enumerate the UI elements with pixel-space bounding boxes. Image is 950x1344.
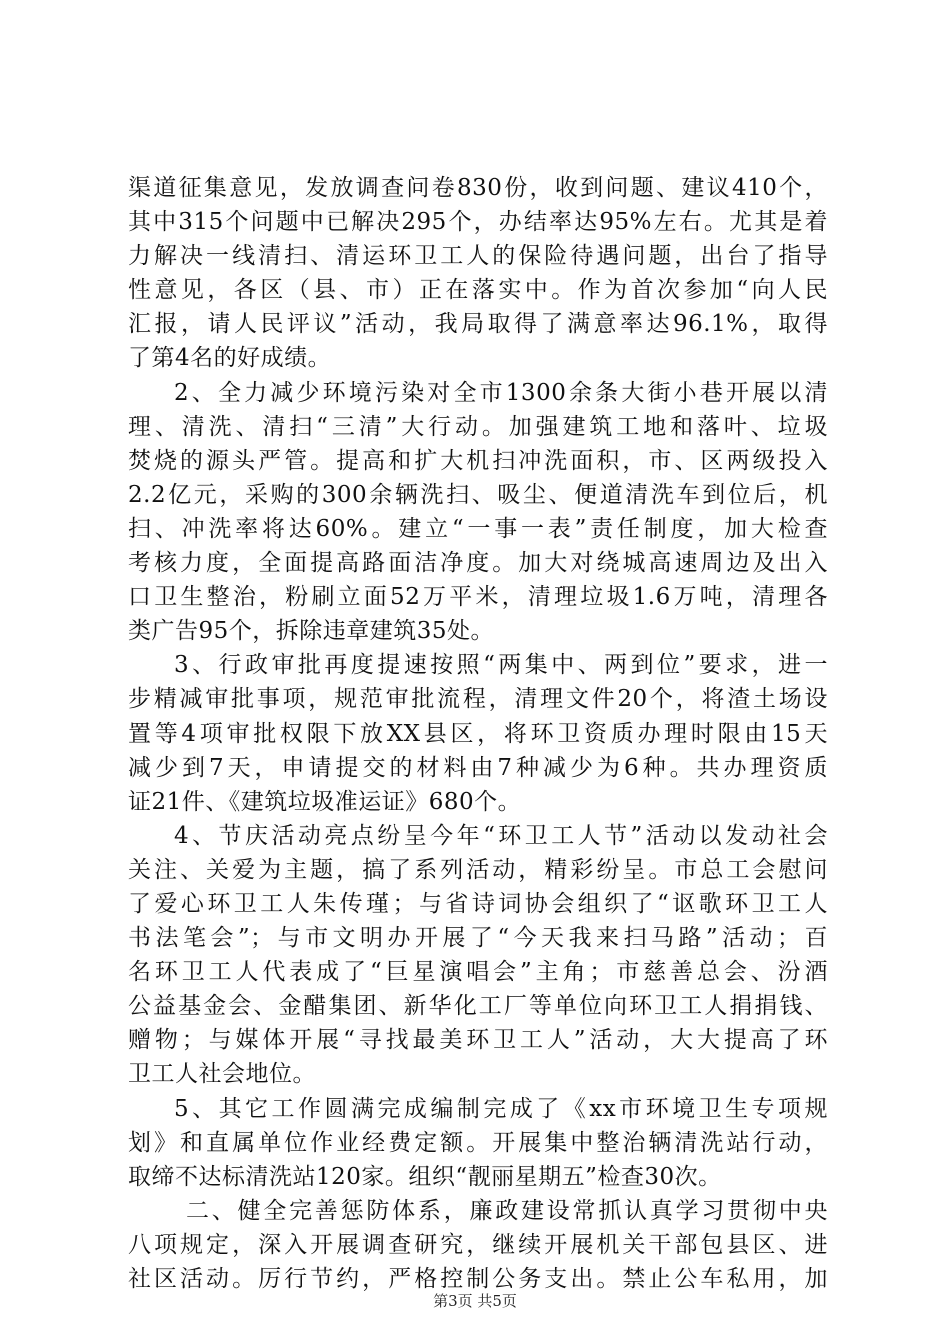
- body-text: [128, 171, 828, 1296]
- text-line: 理、清洗、清扫“三清”大行动。加强建筑工地和落叶、垃圾: [128, 413, 828, 440]
- text-line: 其中315个问题中已解决295个，办结率达95%左右。尤其是着: [128, 209, 828, 236]
- paragraph-start-line: 5、其它工作圆满完成编制完成了《xx市环境卫生专项规: [174, 1095, 828, 1122]
- text-line: 类广告95个，拆除违章建筑35处。: [128, 618, 495, 645]
- text-line: 卫工人社会地位。: [128, 1061, 316, 1088]
- text-line: 置等4项审批权限下放XX县区，将环卫资质办理时限由15天: [128, 720, 828, 747]
- text-line: 扫、冲洗率将达60%。建立“一事一表”责任制度，加大检查: [128, 515, 828, 542]
- text-line: 赠物；与媒体开展“寻找最美环卫工人”活动，大大提高了环: [128, 1027, 828, 1054]
- text-line: 公益基金会、金醋集团、新华化工厂等单位向环卫工人捐捐钱、: [128, 993, 828, 1020]
- text-line: 了爱心环卫工人朱传瑾；与省诗词协会组织了“讴歌环卫工人: [128, 890, 828, 917]
- paragraph-start-line: 二、健全完善惩防体系，廉政建设常抓认真学习贯彻中央: [186, 1197, 828, 1224]
- text-line: 证21件、《建筑垃圾准运证》680个。: [128, 788, 522, 815]
- paragraph-start-line: 2、全力减少环境污染对全市1300余条大街小巷开展以清: [174, 379, 828, 406]
- page-number-footer: 第3页 共5页: [433, 1292, 517, 1310]
- text-line: 名环卫工人代表成了“巨星演唱会”主角；市慈善总会、汾酒: [128, 959, 828, 986]
- text-line: 步精减审批事项，规范审批流程，清理文件20个，将渣土场设: [128, 686, 828, 713]
- text-line: 减少到7天，申请提交的材料由7种减少为6种。共办理资质: [128, 754, 828, 781]
- text-line: 了第4名的好成绩。: [128, 345, 332, 372]
- text-line: 考核力度，全面提高路面洁净度。加大对绕城高速周边及出入: [128, 550, 828, 577]
- text-line: 2.2亿元，采购的300余辆洗扫、吸尘、便道清洗车到位后，机: [128, 481, 828, 508]
- text-line: 划》和直属单位作业经费定额。开展集中整治辆清洗站行动，: [128, 1129, 828, 1156]
- text-line: 社区活动。厉行节约，严格控制公务支出。禁止公车私用，加: [128, 1266, 828, 1292]
- paragraph-start-line: 3、行政审批再度提速按照“两集中、两到位”要求，进一: [174, 652, 828, 679]
- text-line: 性意见，各区（县、市）正在落实中。作为首次参加“向人民: [128, 277, 828, 304]
- text-line: 取缔不达标清洗站120家。组织“靓丽星期五”检查30次。: [128, 1163, 722, 1190]
- text-line: 关注、关爱为主题，搞了系列活动，精彩纷呈。市总工会慰问: [128, 856, 828, 883]
- text-line: 渠道征集意见，发放调查问卷830份，收到问题、建议410个，: [128, 175, 828, 201]
- paragraph-start-line: 4、节庆活动亮点纷呈今年“环卫工人节”活动以发动社会: [174, 822, 828, 849]
- text-line: 汇报，请人民评议”活动，我局取得了满意率达96.1%，取得: [128, 311, 828, 338]
- text-line: 书法笔会”；与市文明办开展了“今天我来扫马路”活动；百: [128, 925, 828, 952]
- text-line: 口卫生整治，粉刷立面52万平米，清理垃圾1.6万吨，清理各: [128, 584, 828, 611]
- text-line: 力解决一线清扫、清运环卫工人的保险待遇问题，出台了指导: [128, 243, 828, 270]
- text-line: 八项规定，深入开展调查研究，继续开展机关干部包县区、进: [128, 1231, 828, 1258]
- text-line: 焚烧的源头严管。提高和扩大机扫冲洗面积，市、区两级投入: [128, 447, 828, 474]
